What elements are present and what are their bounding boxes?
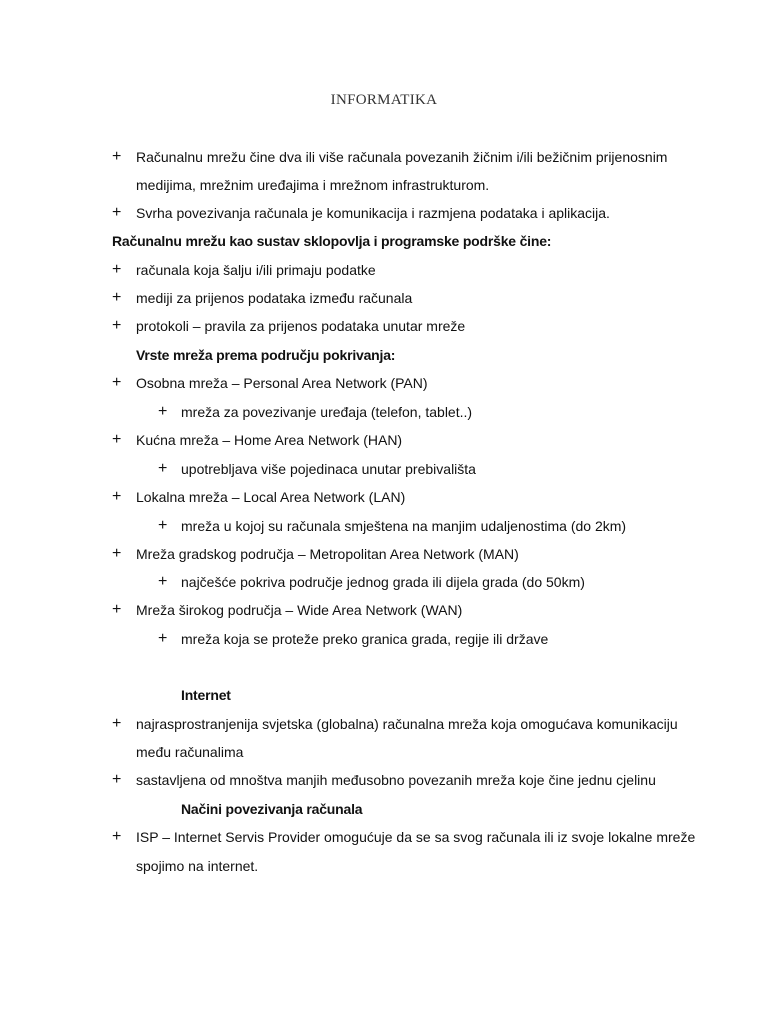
plus-bullet-icon: + bbox=[112, 317, 122, 334]
internet-item-1-line-2: među računalima bbox=[136, 744, 244, 760]
plus-bullet-icon: + bbox=[112, 545, 122, 562]
network-type-name: Mreža gradskog područja – Metropolitan Area Network (MAN) bbox=[136, 546, 519, 562]
network-type-detail: upotrebljava više pojedinaca unutar prebivališta bbox=[181, 461, 476, 477]
plus-bullet-icon: + bbox=[112, 828, 122, 845]
internet-heading: Internet bbox=[181, 687, 231, 703]
network-type-detail: mreža u kojoj su računala smještena na manjim udaljenostima (do 2km) bbox=[181, 518, 627, 534]
plus-bullet-icon: + bbox=[158, 573, 168, 590]
internet-item-2: sastavljena od mnoštva manjih međusobno povezanih mreža koje čine jednu cjelinu bbox=[136, 772, 656, 788]
plus-bullet-icon: + bbox=[112, 771, 122, 788]
connection-item-1-line-1: ISP – Internet Servis Provider omogućuje da se sa svog računala ili iz svoje lokalne mreže bbox=[136, 829, 696, 845]
network-type-detail: mreža koja se proteže preko granica grada, regije ili države bbox=[181, 631, 549, 647]
plus-bullet-icon: + bbox=[112, 374, 122, 391]
connection-heading: Načini povezivanja računala bbox=[181, 801, 363, 817]
plus-bullet-icon: + bbox=[112, 204, 122, 221]
network-type-name: Lokalna mreža – Local Area Network (LAN) bbox=[136, 489, 406, 505]
plus-bullet-icon: + bbox=[158, 517, 168, 534]
network-type-name: Kućna mreža – Home Area Network (HAN) bbox=[136, 432, 403, 448]
plus-bullet-icon: + bbox=[112, 431, 122, 448]
plus-bullet-icon: + bbox=[158, 460, 168, 477]
components-heading: Računalnu mrežu kao sustav sklopovlja i programske podrške čine: bbox=[112, 233, 552, 249]
types-heading: Vrste mreža prema području pokrivanja: bbox=[136, 347, 396, 363]
network-type-detail: mreža za povezivanje uređaja (telefon, tablet..) bbox=[181, 404, 473, 420]
connection-item-1-line-2: spojimo na internet. bbox=[136, 858, 259, 874]
network-type-name: Mreža širokog područja – Wide Area Network (WAN) bbox=[136, 602, 463, 618]
plus-bullet-icon: + bbox=[158, 403, 168, 420]
internet-item-1-line-1: najrasprostranjenija svjetska (globalna) računalna mreža koja omogućava komunikaciju bbox=[136, 716, 678, 732]
network-type-detail: najčešće pokriva područje jednog grada ili dijela grada (do 50km) bbox=[181, 574, 585, 590]
plus-bullet-icon: + bbox=[112, 261, 122, 278]
plus-bullet-icon: + bbox=[112, 148, 122, 165]
component-item: računala koja šalju i/ili primaju podatke bbox=[136, 262, 376, 278]
network-type-name: Osobna mreža – Personal Area Network (PAN) bbox=[136, 375, 428, 391]
plus-bullet-icon: + bbox=[112, 289, 122, 306]
component-item: mediji za prijenos podataka između računala bbox=[136, 290, 413, 306]
intro-item-1-line-2: medijima, mrežnim uređajima i mrežnom infrastrukturom. bbox=[136, 177, 490, 193]
intro-item-1-line-1: Računalnu mrežu čine dva ili više računala povezanih žičnim i/ili bežičnim prijenosnim bbox=[136, 149, 668, 165]
plus-bullet-icon: + bbox=[158, 630, 168, 647]
component-item: protokoli – pravila za prijenos podataka unutar mreže bbox=[136, 318, 466, 334]
intro-item-2: Svrha povezivanja računala je komunikacija i razmjena podataka i aplikacija. bbox=[136, 205, 610, 221]
page-title: INFORMATIKA bbox=[330, 92, 438, 108]
plus-bullet-icon: + bbox=[112, 601, 122, 618]
plus-bullet-icon: + bbox=[112, 715, 122, 732]
plus-bullet-icon: + bbox=[112, 488, 122, 505]
